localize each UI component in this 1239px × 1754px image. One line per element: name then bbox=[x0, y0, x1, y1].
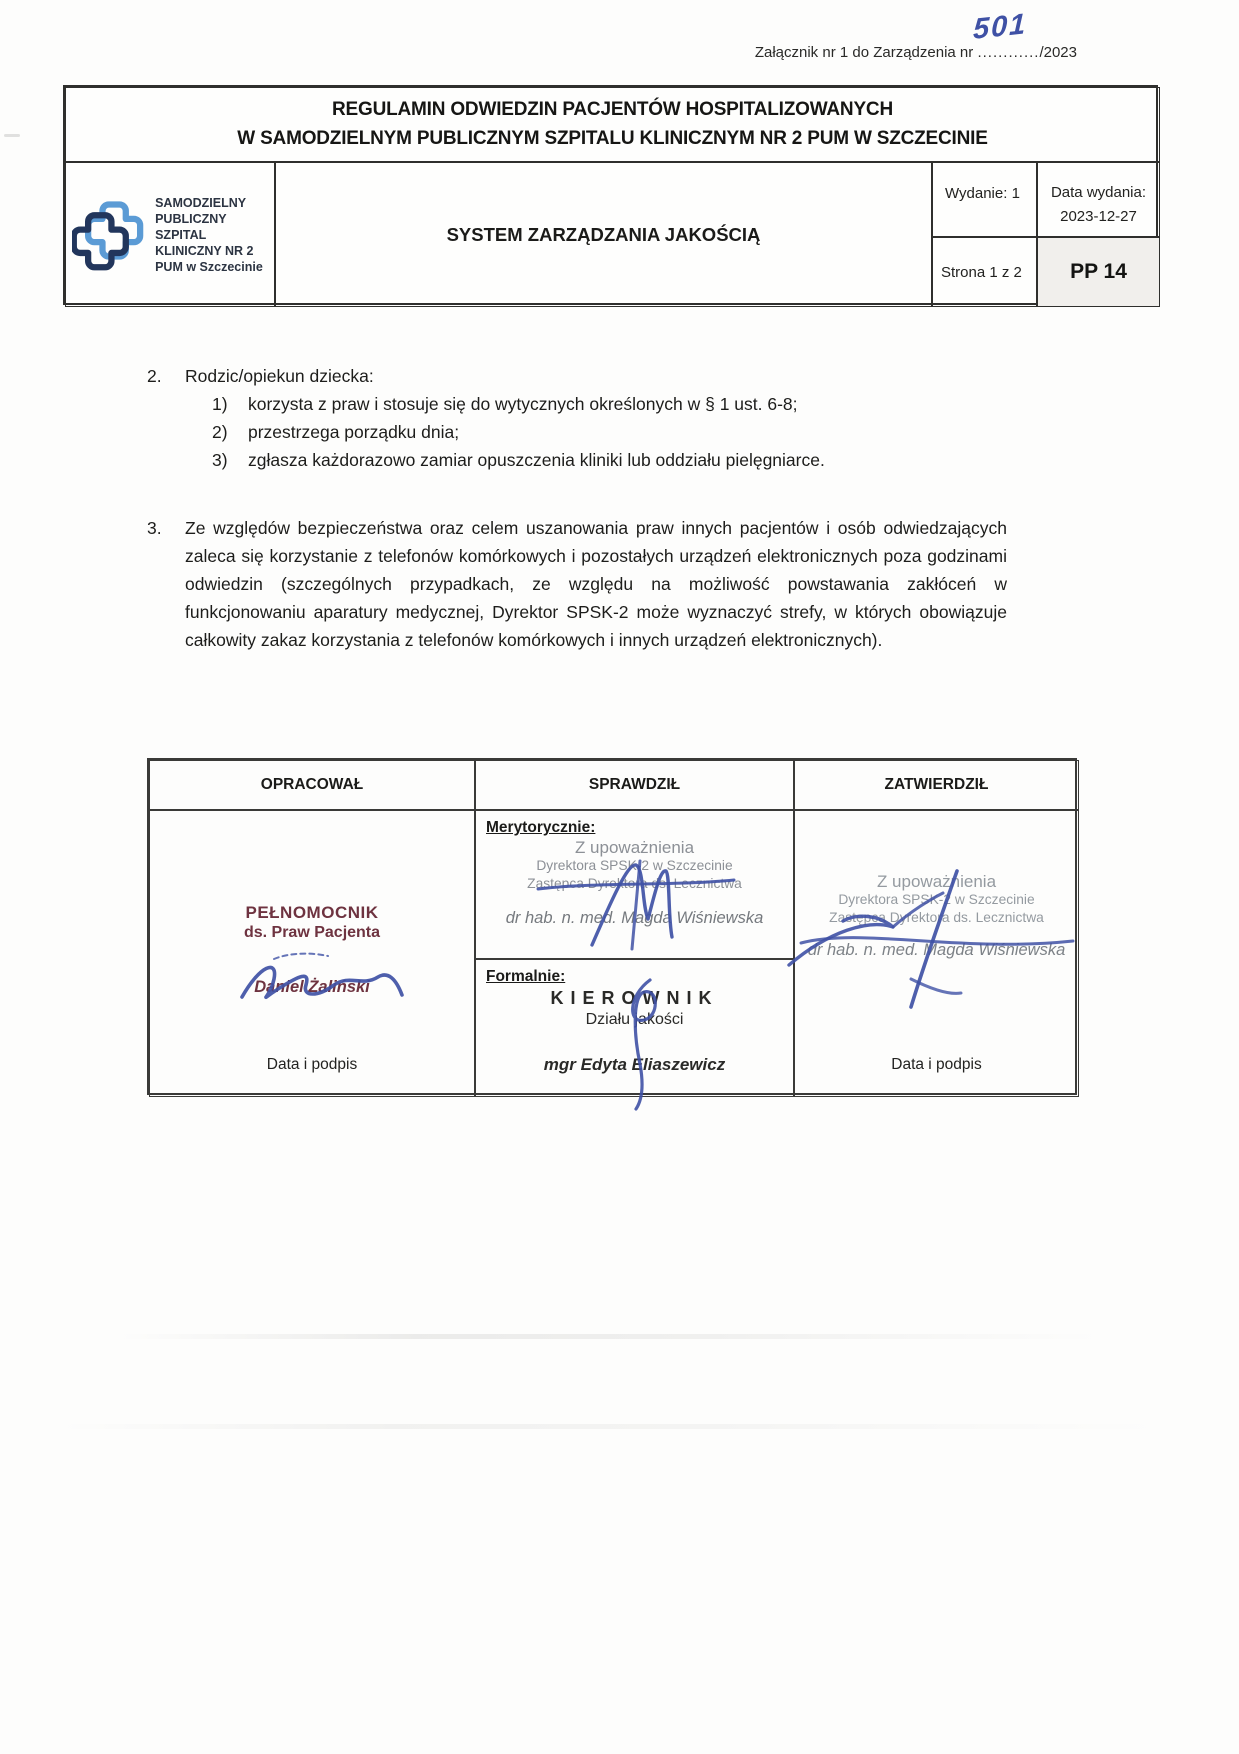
logo-text-line4: PUM w Szczecinie bbox=[155, 259, 263, 274]
quality-system-cell bbox=[275, 162, 932, 307]
signature-header-zatwierdzil bbox=[794, 760, 1079, 810]
sub-item-text: zgłasza każdorazowo zamiar opuszczenia kliniki lub oddziału pielęgniarce. bbox=[248, 450, 825, 470]
hospital-logo-text bbox=[155, 195, 268, 275]
sub-item bbox=[212, 418, 1007, 446]
stamp-line1: Z upoważnienia bbox=[574, 838, 695, 857]
edition-label: Wydanie: 1 bbox=[945, 185, 1020, 202]
signature-header-sprawdzil-label: SPRAWDZIŁ bbox=[588, 776, 681, 793]
stamp-line2: Dyrektora SPSK-2 w Szczecinie bbox=[838, 892, 1035, 907]
attachment-note-prefix: Załącznik nr 1 do Zarządzenia nr bbox=[754, 44, 974, 61]
document-title-line2: W SAMODZIELNYM PUBLICZNYM SZPITALU KLINICZNYM NR 2 PUM W SZCZECINIE bbox=[237, 128, 988, 149]
signature-scribble-icon bbox=[781, 869, 1081, 1009]
header-table bbox=[63, 85, 1158, 305]
handwritten-number: 501 bbox=[973, 8, 1029, 46]
date-signature-caption: Data i podpis bbox=[266, 1056, 358, 1073]
attachment-dotted-line bbox=[973, 8, 1040, 61]
manager-name: mgr Edyta Eliaszewicz bbox=[543, 1055, 726, 1074]
hospital-logo-cell bbox=[65, 162, 275, 307]
sprawdzil-formalnie-section bbox=[476, 960, 793, 1096]
stamp-line3: Zastępca Dyrektora ds. Lecznictwa bbox=[829, 910, 1044, 925]
attachment-note bbox=[754, 8, 1077, 61]
quality-system-title: SYSTEM ZARZĄDZANIA JAKOŚCIĄ bbox=[446, 223, 761, 245]
document-code: PP 14 bbox=[1070, 260, 1127, 283]
stamp-line3: Zastępca Dyrektora ds. Lecznictwa bbox=[527, 876, 742, 891]
signature-cell-zatwierdzil bbox=[794, 810, 1079, 1097]
stamp-doctor-name: dr hab. n. med. Magda Wiśniewska bbox=[807, 941, 1066, 959]
signature-scribble-icon bbox=[536, 855, 736, 955]
attachment-note-suffix: /2023 bbox=[1039, 44, 1077, 61]
formalnie-label: Formalnie: bbox=[486, 968, 566, 985]
list-item-2-text: Rodzic/opiekun dziecka: bbox=[185, 366, 374, 386]
list-item-2 bbox=[147, 362, 1007, 390]
logo-text-line2: PUBLICZNY SZPITAL bbox=[155, 211, 227, 242]
edition-cell bbox=[932, 162, 1037, 237]
sub-item-text: korzysta z praw i stosuje się do wytycznych określonych w § 1 ust. 6-8; bbox=[248, 394, 798, 414]
signature-header-zatwierdzil-label: ZATWIERDZIŁ bbox=[884, 776, 989, 793]
list-item-3-number: 3. bbox=[147, 518, 162, 538]
signature-scribble-icon bbox=[614, 978, 670, 1110]
scan-artifact bbox=[60, 1424, 1160, 1429]
stamp-line2: Dyrektora SPSK-2 w Szczecinie bbox=[536, 858, 733, 873]
scan-artifact bbox=[4, 134, 20, 137]
stamp-doctor-name: dr hab. n. med. Magda Wiśniewska bbox=[505, 909, 764, 927]
sub-item-text: przestrzega porządku dnia; bbox=[248, 422, 460, 442]
stamp-person-name: Daniel Żaliński bbox=[254, 978, 370, 996]
signature-cell-sprawdzil bbox=[475, 810, 794, 1097]
list-item-2-number: 2. bbox=[147, 366, 162, 386]
document-code-cell bbox=[1037, 237, 1160, 307]
list-item-3-text: Ze względów bezpieczeństwa oraz celem uszanowania praw innych pacjentów i osób odwiedzających zaleca się korzystanie z telefonów komórkowych i pozostałych urządzeń elektronicznych poza godzinami odwiedzin (szczególnych przypadkach, ze względu na możliwość powstawania zakłóceń w funkcjonowaniu aparatury medycznej, Dyrektor SPSK-2 może wyznaczyć strefy, w których obowiązuje całkowity zakaz korzystania z telefonów komórkowych i innych urządzeń elektronicznych). bbox=[185, 518, 1007, 650]
sub-item-number: 3) bbox=[212, 450, 228, 470]
hospital-cross-logo-icon bbox=[72, 187, 149, 283]
scan-artifact bbox=[120, 1334, 1100, 1339]
stamp-line1: Z upoważnienia bbox=[876, 872, 997, 891]
page-number-cell bbox=[932, 237, 1037, 307]
logo-text-line3: KLINICZNY NR 2 bbox=[155, 243, 254, 258]
document-body bbox=[147, 362, 1007, 654]
document-title bbox=[65, 87, 1160, 162]
sub-item bbox=[212, 446, 1007, 474]
document-title-line1: REGULAMIN ODWIEDZIN PACJENTÓW HOSPITALIZOWANYCH bbox=[332, 99, 893, 120]
manager-role-line1: KIEROWNIK bbox=[550, 988, 719, 1008]
signature-header-opracowal bbox=[149, 760, 475, 810]
sub-item bbox=[212, 390, 1007, 418]
signature-header-sprawdzil bbox=[475, 760, 794, 810]
signature-header-opracowal-label: OPRACOWAŁ bbox=[260, 776, 364, 793]
merytorycznie-label: Merytorycznie: bbox=[486, 819, 596, 836]
stamp-role-line1: PEŁNOMOCNIK bbox=[245, 903, 379, 922]
signature-scribble-icon bbox=[236, 947, 406, 1011]
signature-cell-opracowal bbox=[149, 810, 475, 1097]
logo-text-line1: SAMODZIELNY bbox=[155, 195, 247, 210]
issue-date-cell bbox=[1037, 162, 1160, 237]
manager-role-line2: Działu jakości bbox=[585, 1011, 684, 1028]
list-item-2-sublist bbox=[212, 390, 1007, 474]
stamp-role-line2: ds. Praw Pacjenta bbox=[243, 924, 381, 941]
sub-item-number: 2) bbox=[212, 422, 228, 442]
list-item-3 bbox=[147, 514, 1007, 654]
issue-date-value: 2023-12-27 bbox=[1060, 208, 1137, 225]
signature-table bbox=[147, 758, 1077, 1095]
sub-item-number: 1) bbox=[212, 394, 228, 414]
date-signature-caption: Data i podpis bbox=[891, 1056, 982, 1073]
sprawdzil-merytorycznie-section bbox=[476, 811, 793, 960]
dotted-line-text: ............ bbox=[977, 44, 1040, 61]
issue-date-label: Data wydania: bbox=[1050, 184, 1147, 201]
page-number-label: Strona 1 z 2 bbox=[941, 263, 1022, 281]
